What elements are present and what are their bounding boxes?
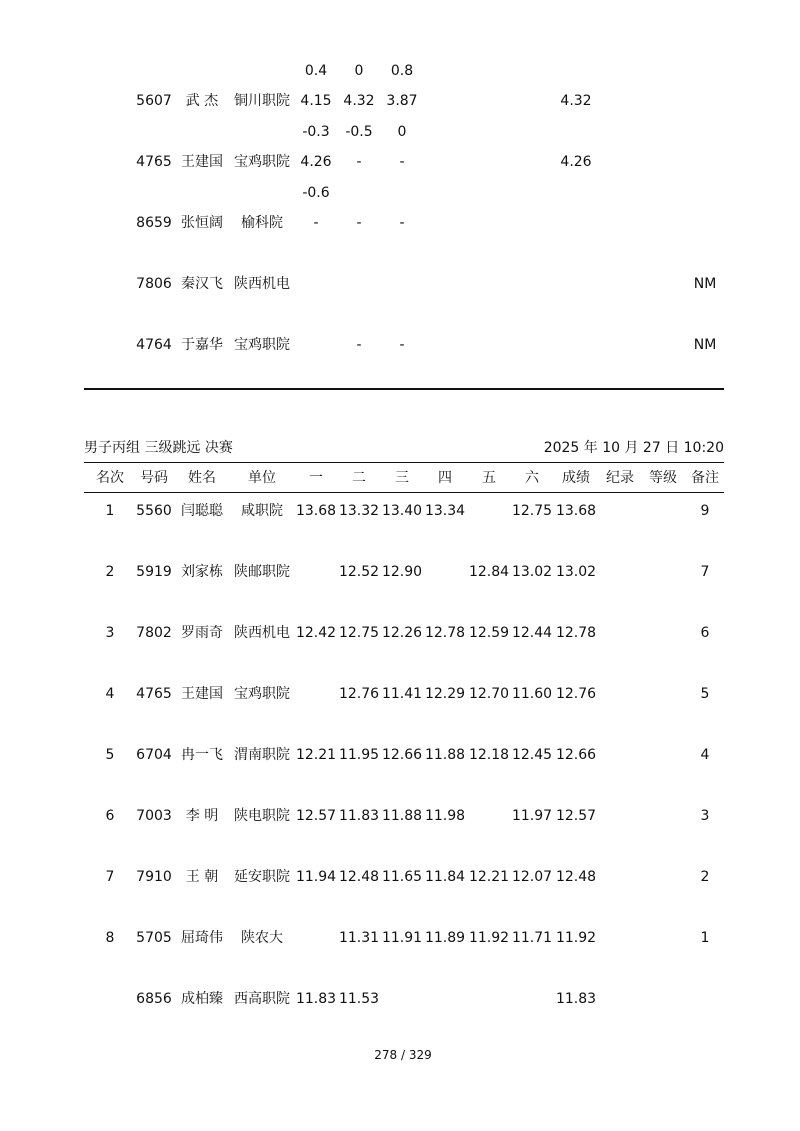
- row-note: 9: [700, 503, 710, 519]
- athlete-unit: 陕西机电: [234, 276, 290, 292]
- wind-reading: -0.3: [302, 124, 330, 140]
- row-attempt-3: 11.41: [381, 686, 423, 702]
- row-attempt-3: 12.66: [381, 747, 423, 763]
- wind-reading: -0.6: [302, 185, 330, 201]
- athlete-name: 于嘉华: [181, 337, 223, 353]
- row-note: 5: [700, 686, 710, 702]
- athlete-number: 4765: [136, 154, 172, 170]
- header-record: 纪录: [606, 470, 634, 486]
- row-number: 5705: [136, 930, 172, 946]
- athlete-name: 王建国: [181, 154, 223, 170]
- row-attempt-6: 12.45: [511, 747, 553, 763]
- wind-reading: 0: [397, 124, 407, 140]
- row-attempt-1: 12.21: [295, 747, 337, 763]
- row-name: 刘家栋: [181, 564, 223, 580]
- note-mark: NM: [693, 337, 717, 353]
- header-attempt-5: 五: [482, 470, 496, 486]
- row-attempt-2: 11.95: [338, 747, 380, 763]
- row-result: 12.48: [555, 869, 597, 885]
- row-attempt-2: 11.53: [338, 991, 380, 1007]
- row-note: 1: [700, 930, 710, 946]
- result-mark: 4.26: [560, 154, 592, 170]
- header-attempt-1: 一: [309, 470, 323, 486]
- row-attempt-2: 13.32: [338, 503, 380, 519]
- row-name: 王 朝: [185, 869, 219, 885]
- row-name: 王建国: [181, 686, 223, 702]
- row-name: 成柏臻: [181, 991, 223, 1007]
- attempt-mark: -: [399, 215, 405, 231]
- wind-reading: 0.4: [304, 63, 328, 79]
- row-attempt-2: 12.52: [338, 564, 380, 580]
- row-number: 5919: [136, 564, 172, 580]
- header-note: 备注: [691, 470, 719, 486]
- row-attempt-3: 11.88: [381, 808, 423, 824]
- row-result: 12.78: [555, 625, 597, 641]
- row-rank: 1: [105, 503, 115, 519]
- row-name: 李 明: [185, 808, 219, 824]
- header-attempt-3: 三: [395, 470, 409, 486]
- row-attempt-6: 12.44: [511, 625, 553, 641]
- row-attempt-5: 11.92: [468, 930, 510, 946]
- row-number: 4765: [136, 686, 172, 702]
- attempt-mark: 4.32: [343, 93, 375, 109]
- row-number: 6704: [136, 747, 172, 763]
- row-name: 罗雨奇: [181, 625, 223, 641]
- header-name: 姓名: [188, 470, 216, 486]
- row-attempt-3: 11.65: [381, 869, 423, 885]
- row-result: 13.68: [555, 503, 597, 519]
- header-result: 成绩: [562, 470, 590, 486]
- page-number: 278 / 329: [374, 1048, 432, 1062]
- row-unit: 陕西机电: [234, 625, 290, 641]
- attempt-mark: -: [313, 215, 319, 231]
- header-grade: 等级: [649, 470, 677, 486]
- row-attempt-2: 12.48: [338, 869, 380, 885]
- row-attempt-6: 13.02: [511, 564, 553, 580]
- header-number: 号码: [140, 470, 168, 486]
- row-attempt-4: 12.29: [424, 686, 466, 702]
- row-attempt-6: 11.97: [511, 808, 553, 824]
- athlete-number: 7806: [136, 276, 172, 292]
- row-rank: 3: [105, 625, 115, 641]
- row-attempt-5: 12.70: [468, 686, 510, 702]
- athlete-number: 8659: [136, 215, 172, 231]
- athlete-name: 武 杰: [185, 93, 219, 109]
- row-attempt-3: 12.90: [381, 564, 423, 580]
- row-result: 12.57: [555, 808, 597, 824]
- athlete-unit: 宝鸡职院: [234, 154, 290, 170]
- note-mark: NM: [693, 276, 717, 292]
- row-attempt-4: 12.78: [424, 625, 466, 641]
- wind-reading: -0.5: [345, 124, 373, 140]
- header-top-rule: [84, 462, 724, 463]
- row-unit: 延安职院: [234, 869, 290, 885]
- row-attempt-3: 12.26: [381, 625, 423, 641]
- row-result: 12.76: [555, 686, 597, 702]
- attempt-mark: 4.26: [300, 154, 332, 170]
- row-attempt-1: 11.83: [295, 991, 337, 1007]
- row-attempt-2: 11.31: [338, 930, 380, 946]
- row-result: 11.92: [555, 930, 597, 946]
- row-rank: 5: [105, 747, 115, 763]
- row-name: 屈琦伟: [181, 930, 223, 946]
- row-attempt-5: 12.18: [468, 747, 510, 763]
- header-attempt-4: 四: [438, 470, 452, 486]
- row-unit: 陕电职院: [234, 808, 290, 824]
- athlete-name: 秦汉飞: [181, 276, 223, 292]
- header-unit: 单位: [248, 470, 276, 486]
- row-number: 7802: [136, 625, 172, 641]
- row-attempt-6: 12.75: [511, 503, 553, 519]
- row-name: 闫聪聪: [181, 503, 223, 519]
- athlete-number: 5607: [136, 93, 172, 109]
- athlete-unit: 宝鸡职院: [234, 337, 290, 353]
- attempt-mark: -: [399, 337, 405, 353]
- row-note: 3: [700, 808, 710, 824]
- row-attempt-1: 11.94: [295, 869, 337, 885]
- row-rank: 7: [105, 869, 115, 885]
- row-note: 6: [700, 625, 710, 641]
- row-attempt-1: 13.68: [295, 503, 337, 519]
- row-attempt-4: 11.98: [424, 808, 466, 824]
- row-attempt-5: 12.21: [468, 869, 510, 885]
- row-unit: 宝鸡职院: [234, 686, 290, 702]
- row-number: 5560: [136, 503, 172, 519]
- row-attempt-1: 12.42: [295, 625, 337, 641]
- athlete-unit: 榆科院: [241, 215, 283, 231]
- row-number: 7910: [136, 869, 172, 885]
- row-unit: 渭南职院: [234, 747, 290, 763]
- row-attempt-4: 11.88: [424, 747, 466, 763]
- athlete-name: 张恒阔: [181, 215, 223, 231]
- event-title: 男子丙组 三级跳远 决赛: [84, 440, 233, 456]
- row-attempt-2: 12.75: [338, 625, 380, 641]
- wind-reading: 0: [354, 63, 364, 79]
- wind-reading: 0.8: [390, 63, 414, 79]
- attempt-mark: 4.15: [300, 93, 332, 109]
- row-unit: 陕邮职院: [234, 564, 290, 580]
- athlete-number: 4764: [136, 337, 172, 353]
- event-datetime: 2025 年 10 月 27 日 10:20: [543, 440, 724, 456]
- row-rank: 6: [105, 808, 115, 824]
- row-attempt-6: 11.60: [511, 686, 553, 702]
- row-result: 13.02: [555, 564, 597, 580]
- row-note: 2: [700, 869, 710, 885]
- row-unit: 陕农大: [241, 930, 283, 946]
- row-note: 4: [700, 747, 710, 763]
- header-bottom-rule: [84, 492, 724, 493]
- attempt-mark: -: [356, 215, 362, 231]
- row-number: 6856: [136, 991, 172, 1007]
- header-rank: 名次: [96, 470, 124, 486]
- row-attempt-4: 11.84: [424, 869, 466, 885]
- row-name: 冉一飞: [181, 747, 223, 763]
- row-rank: 8: [105, 930, 115, 946]
- row-result: 11.83: [555, 991, 597, 1007]
- attempt-mark: -: [399, 154, 405, 170]
- row-note: 7: [700, 564, 710, 580]
- row-attempt-4: 13.34: [424, 503, 466, 519]
- attempt-mark: -: [356, 337, 362, 353]
- header-attempt-2: 二: [352, 470, 366, 486]
- header-attempt-6: 六: [525, 470, 539, 486]
- attempt-mark: -: [356, 154, 362, 170]
- row-attempt-1: 12.57: [295, 808, 337, 824]
- row-attempt-6: 11.71: [511, 930, 553, 946]
- row-attempt-5: 12.84: [468, 564, 510, 580]
- attempt-mark: 3.87: [386, 93, 418, 109]
- row-number: 7003: [136, 808, 172, 824]
- row-attempt-3: 11.91: [381, 930, 423, 946]
- row-rank: 4: [105, 686, 115, 702]
- row-unit: 咸职院: [241, 503, 283, 519]
- row-attempt-6: 12.07: [511, 869, 553, 885]
- row-result: 12.66: [555, 747, 597, 763]
- row-unit: 西高职院: [234, 991, 290, 1007]
- row-attempt-4: 11.89: [424, 930, 466, 946]
- section-divider: [84, 388, 724, 390]
- row-rank: 2: [105, 564, 115, 580]
- result-mark: 4.32: [560, 93, 592, 109]
- row-attempt-3: 13.40: [381, 503, 423, 519]
- row-attempt-2: 12.76: [338, 686, 380, 702]
- row-attempt-2: 11.83: [338, 808, 380, 824]
- athlete-unit: 铜川职院: [234, 93, 290, 109]
- row-attempt-5: 12.59: [468, 625, 510, 641]
